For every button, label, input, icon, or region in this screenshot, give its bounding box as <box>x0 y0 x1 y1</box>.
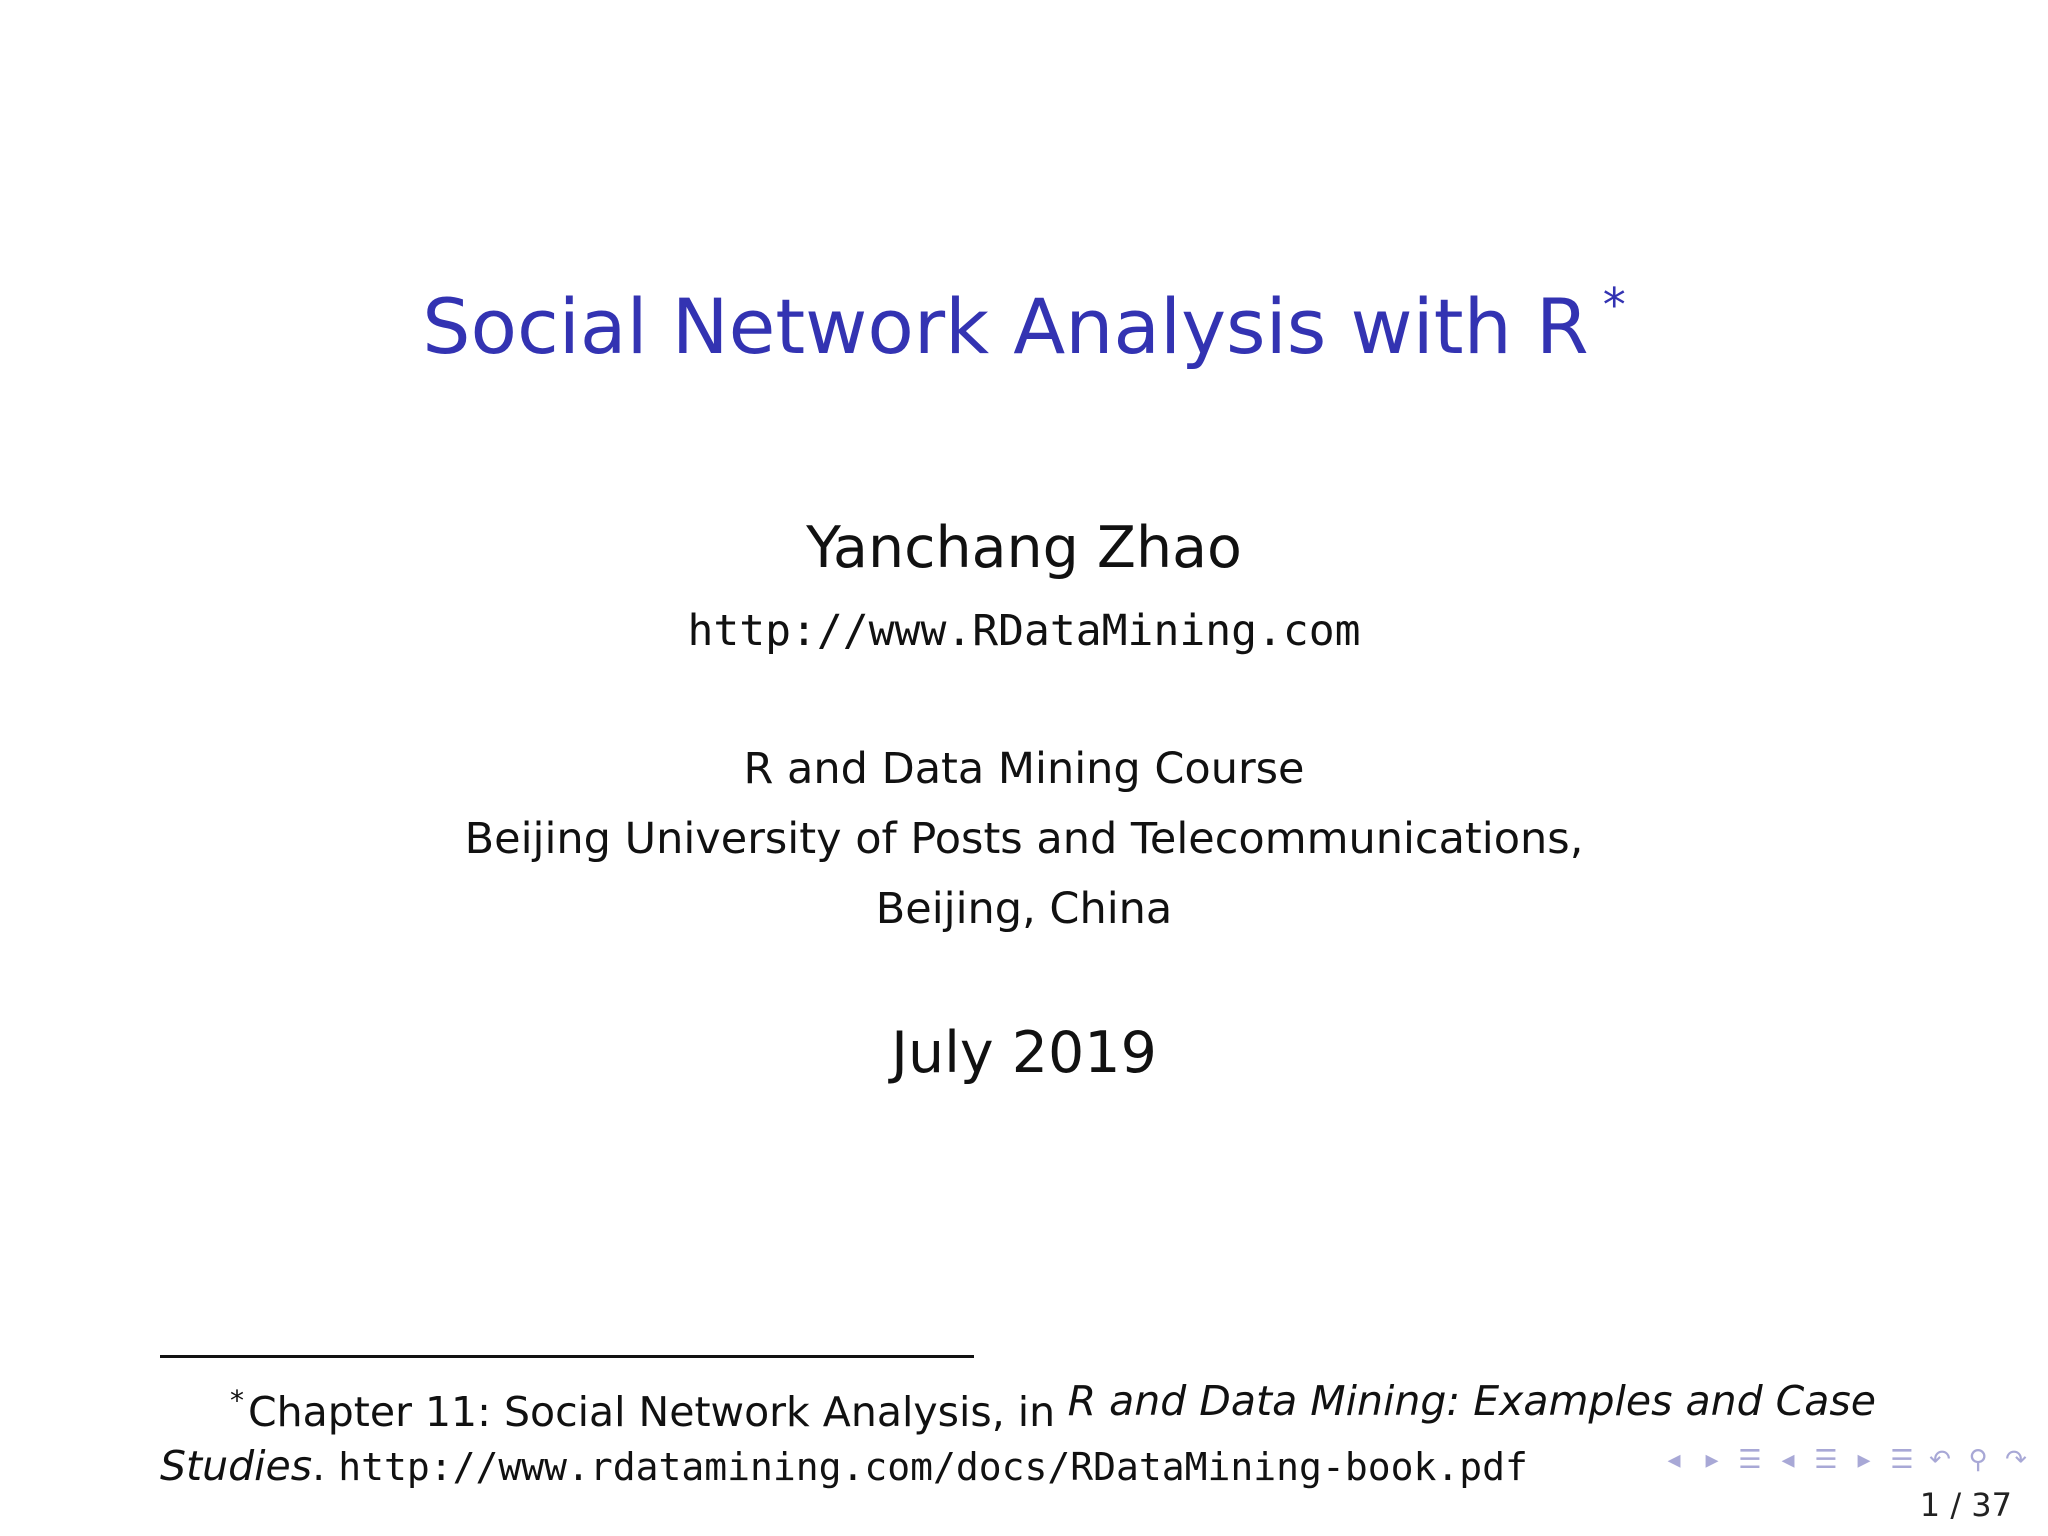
beamer-navigation-bar <box>1330 1440 2030 1480</box>
frame-prev-icon[interactable]: ◂ <box>1667 1445 1681 1475</box>
toc-icon[interactable]: ☰ <box>1890 1445 1914 1475</box>
title-footnote-mark: * <box>1602 278 1626 332</box>
subsection-icon[interactable]: ☰ <box>1738 1445 1762 1475</box>
undo-icon[interactable]: ↶ <box>1929 1445 1951 1475</box>
footnote-lead-text: Chapter 11: Social Network Analysis, in <box>248 1388 1056 1436</box>
redo-icon[interactable]: ↷ <box>2005 1445 2027 1475</box>
footnote-mark: * <box>230 1384 244 1417</box>
footnote-rule <box>160 1355 974 1358</box>
search-icon[interactable]: ⚲ <box>1968 1445 1988 1475</box>
footnote-book-title-part2: Studies <box>160 1442 313 1490</box>
footnote-url[interactable]: http://www.rdatamining.com/docs/RDataMining-book.pdf <box>338 1445 1528 1489</box>
footnote-line-1 <box>160 1374 1876 1439</box>
institute-line-3: Beijing, China <box>875 884 1173 934</box>
footnote-book-title-part1: R and Data Mining: Examples and Case <box>1067 1377 1876 1425</box>
section-next-icon[interactable]: ▸ <box>1857 1445 1871 1475</box>
institute-line-1: R and Data Mining Course <box>743 744 1305 794</box>
slide-title <box>0 280 2048 369</box>
author-url[interactable]: http://www.RDataMining.com <box>687 606 1361 656</box>
page-number: 1 / 37 <box>1919 1486 2012 1524</box>
presentation-date: July 2019 <box>891 1020 1157 1086</box>
author-name: Yanchang Zhao <box>806 515 1242 581</box>
footnote-period: . <box>312 1442 326 1490</box>
footnote-lead <box>160 1374 1055 1439</box>
title-text: Social Network Analysis with R <box>422 282 1589 371</box>
section-icon[interactable]: ☰ <box>1814 1445 1838 1475</box>
section-prev-icon[interactable]: ◂ <box>1781 1445 1795 1475</box>
institute-line-2: Beijing University of Posts and Telecommunications, <box>464 814 1584 864</box>
frame-next-icon[interactable]: ▸ <box>1705 1445 1719 1475</box>
